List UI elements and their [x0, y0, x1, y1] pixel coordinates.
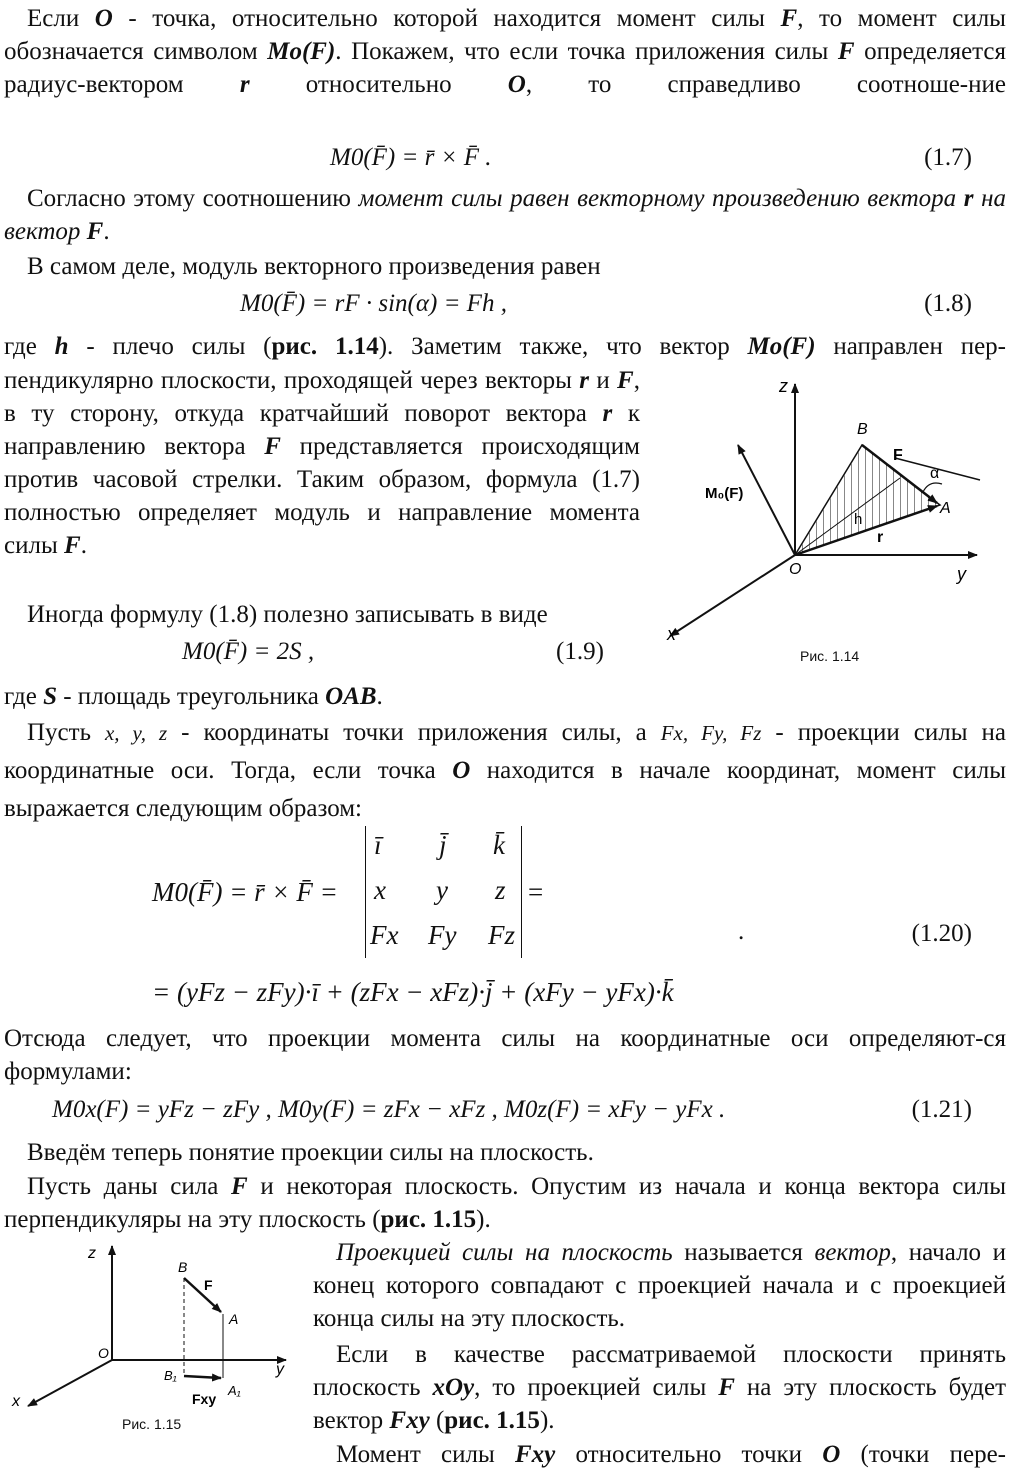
text: , то справедливо соотноше-ние [525, 71, 1006, 98]
radius-r: r [602, 400, 613, 427]
force-f: F [780, 5, 798, 32]
text: . [376, 683, 383, 710]
paragraph-projections: Отсюда следует, что проекции момента силы на координатные оси определяют-ся формулами: [4, 1025, 1006, 1085]
text: , начало и конец которого совпадают с проекцией начала и с проекцией конца силы на эту плоскость. [313, 1239, 1007, 1332]
det-y: y [436, 875, 448, 905]
italic-text: на вектор [4, 185, 1006, 245]
force-f: F [837, 38, 855, 65]
label-f: F [893, 447, 903, 464]
paragraph-coordinates [4, 714, 1006, 828]
moment-symbol: Mo(F) [267, 38, 336, 65]
figure-1-15 [8, 1240, 308, 1440]
text: - координаты точки приложения силы, а [167, 719, 661, 746]
label-b: B [857, 421, 868, 438]
force-fxy: Fxy [515, 1441, 556, 1468]
force-f: F [64, 532, 81, 559]
text: Если [27, 5, 95, 32]
paragraph-moment-fxy [313, 1438, 1006, 1471]
equation-number-1-7: (1.7) [924, 144, 972, 171]
force-f: F [230, 1173, 248, 1200]
text: , то момент силы обозначается символом [4, 5, 1006, 65]
det-x: x [374, 875, 386, 905]
text: называется [672, 1239, 815, 1266]
text: - точка, относительно которой находится момент силы [112, 5, 781, 32]
text: ( [429, 1407, 445, 1434]
area-s: S [43, 683, 57, 710]
text: Момент силы [336, 1441, 515, 1468]
text: , в ту сторону, откуда кратчайший поворот вектора [4, 367, 640, 427]
arm-h: h [54, 333, 69, 360]
text: и [589, 367, 618, 394]
text: Пусть [27, 719, 105, 746]
equation-1-9: M0(F̄) = 2S , [182, 638, 315, 665]
label-x: x [12, 1393, 20, 1410]
paragraph-direction [4, 364, 640, 562]
label-b: B [178, 1259, 188, 1275]
text: и некоторая плоскость. Опустим из начала и конца вектора силы перпендикуляры на эту плоскость ( [4, 1173, 1006, 1233]
equation-1-20-dot: . [738, 918, 745, 945]
det-fy: Fy [428, 920, 457, 950]
equation-1-20-expanded: = (yFz − zFy)·ī + (zFx − xFz)·j̄ + (xFy − yFx)·k̄ [152, 977, 674, 1007]
text: к направлению вектора [4, 400, 640, 460]
point-o: O [507, 71, 526, 98]
det-j: j̄ [439, 830, 447, 860]
text: Если в качестве рассматриваемой плоскости принять плоскость [313, 1341, 1006, 1401]
text: пендикулярно плоскости, проходящей через векторы [4, 367, 580, 394]
label-y: y [276, 1361, 284, 1378]
text: Согласно этому соотношению [27, 185, 359, 212]
equation-number-1-21: (1.21) [911, 1096, 972, 1123]
text: где [4, 683, 44, 710]
text: относительно точки [555, 1441, 823, 1468]
text: , то проекцией силы [474, 1374, 719, 1401]
force-f: F [264, 433, 281, 460]
label-o: O [789, 561, 802, 578]
paragraph-xoy [313, 1338, 1006, 1437]
det-fz: Fz [488, 920, 515, 950]
paragraph-area [4, 680, 1006, 713]
label-r: r [877, 529, 884, 546]
paragraph-plane-projection: Введём теперь понятие проекции силы на плоскость. [27, 1139, 594, 1166]
det-fx: Fx [370, 920, 399, 950]
label-a: A [940, 500, 951, 517]
label-fxy: Fxy [192, 1391, 217, 1407]
coordinates: x, y, z [104, 721, 168, 745]
text: . [80, 532, 87, 559]
label-b1: B₁ [164, 1368, 177, 1383]
radius-r: r [239, 71, 250, 98]
force-projections: Fx, Fy, Fz [660, 721, 762, 745]
text: представляется происходящим против часовой стрелки. Таким образом, формула (1.7) полностью определяет модуль и направление момента силы [4, 433, 640, 559]
paragraph-definition [4, 182, 1006, 248]
f-vector [184, 1278, 221, 1312]
text: . [103, 218, 110, 245]
label-moment: M₀(F) [705, 485, 744, 502]
fxy-vector [184, 1376, 221, 1378]
caption-fig-1-14: Рис. 1.14 [800, 648, 860, 664]
x-axis [28, 1360, 112, 1406]
figure-reference: рис. 1.14 [271, 333, 379, 360]
paragraph-intro [4, 2, 1006, 101]
force-f: F [86, 218, 104, 245]
figure-reference: рис. 1.15 [444, 1407, 540, 1434]
radius-r: r [579, 367, 590, 394]
radius-r: r [963, 185, 974, 212]
paragraph-arm [4, 330, 1006, 363]
text: относительно [249, 71, 508, 98]
plane-xoy: xOy [432, 1374, 475, 1401]
text: (точки пере- [840, 1441, 1006, 1468]
det-k: k̄ [493, 830, 505, 860]
label-z: z [88, 1245, 96, 1262]
text: Пусть даны сила [27, 1173, 231, 1200]
italic-term: вектор [814, 1239, 891, 1266]
equation-1-21: M0x(F) = yFz − zFy , M0y(F) = zFx − xFz , M0z(F) = xFy − yFx . [52, 1096, 726, 1123]
label-o: O [98, 1345, 109, 1361]
point-o: O [94, 5, 113, 32]
equation-number-1-8: (1.8) [924, 290, 972, 317]
paragraph-modulus: В самом деле, модуль векторного произведения равен [27, 253, 601, 280]
force-f: F [718, 1374, 735, 1401]
text: - плечо силы ( [68, 333, 272, 360]
italic-term: Проекцией силы на плоскость [336, 1239, 673, 1266]
text: - площадь треугольника [56, 683, 326, 710]
alpha-arc [923, 483, 942, 492]
det-z: z [495, 875, 506, 905]
text: находится в начале координат, момент силы выражается следующим образом: [4, 757, 1006, 822]
triangle-name: OAB [325, 683, 377, 710]
force-f: F [617, 367, 634, 394]
label-z: z [779, 376, 788, 396]
equation-1-7: M0(F̄) = r̄ × F̄ . [330, 144, 492, 171]
italic-text: момент силы равен векторному произведению вектора [358, 185, 964, 212]
paragraph-projection-definition [313, 1236, 1006, 1335]
paragraph-alt-form: Иногда формулу (1.8) полезно записывать в виде [27, 601, 548, 628]
label-a: A [229, 1311, 239, 1327]
paragraph-perpendiculars [4, 1170, 1006, 1236]
label-a1: A₁ [228, 1383, 241, 1398]
determinant [365, 826, 522, 958]
equation-number-1-20: (1.20) [911, 920, 972, 947]
x-axis [670, 555, 795, 636]
text: . Покажем, что если точка приложения силы [335, 38, 838, 65]
det-i: ī [374, 830, 382, 860]
text: ). Заметим также, что вектор [378, 333, 748, 360]
label-x: x [667, 624, 676, 644]
point-o: O [452, 757, 471, 784]
figure-reference: рис. 1.15 [380, 1206, 477, 1233]
text: определяется радиус-вектором [4, 38, 1006, 98]
text: где [4, 333, 55, 360]
equation-1-20-equals: = [528, 877, 544, 907]
label-h: h [854, 511, 863, 528]
text: направлен пер- [815, 333, 1006, 360]
equation-1-20-lhs: M0(F̄) = r̄ × F̄ = [152, 877, 338, 907]
label-alpha: α [930, 465, 940, 482]
label-y: y [957, 564, 966, 584]
point-o: O [822, 1441, 841, 1468]
equation-number-1-9: (1.9) [556, 638, 604, 665]
caption-fig-1-15: Рис. 1.15 [122, 1416, 182, 1432]
moment-vector [738, 445, 795, 555]
equation-1-8: M0(F̄) = rF · sin(α) = Fh , [240, 290, 507, 317]
moment-symbol: Mo(F) [747, 333, 816, 360]
force-fxy: Fxy [389, 1407, 430, 1434]
label-f: F [204, 1277, 213, 1293]
text: на эту плоскость будет вектор [313, 1374, 1006, 1434]
figure-1-14 [655, 370, 1000, 670]
text: ). [539, 1407, 555, 1434]
text: ). [476, 1206, 491, 1233]
text: - проекции силы на координатные оси. Тогда, если точка [4, 719, 1006, 784]
